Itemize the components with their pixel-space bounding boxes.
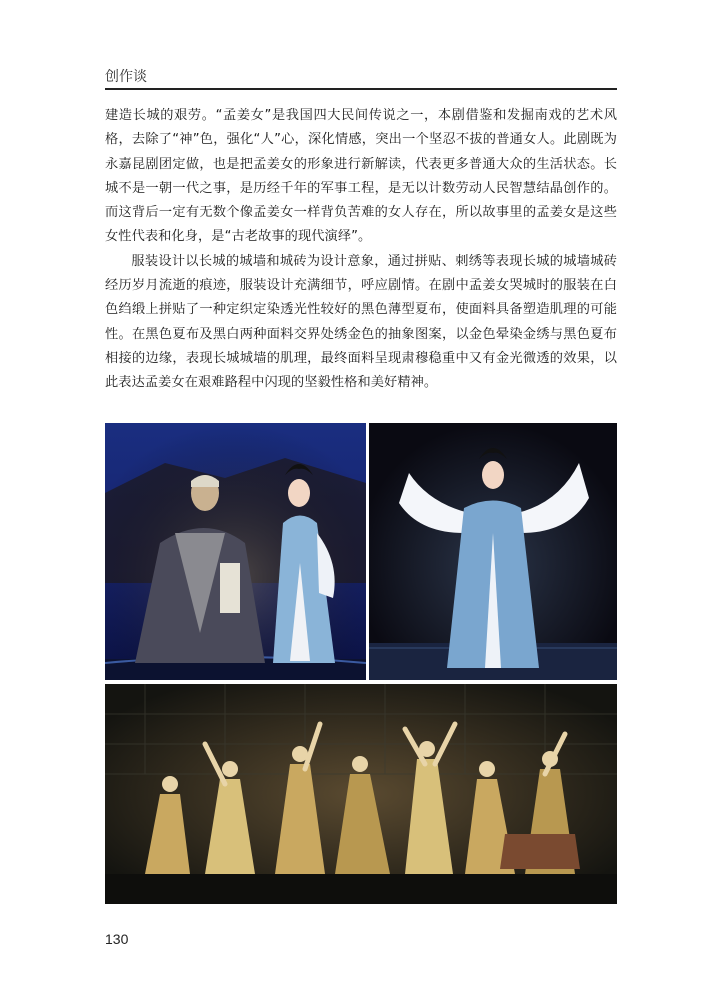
paragraph-2: 服装设计以长城的城墙和城砖为设计意象，通过拼贴、刺绣等表现长城的城墙城砖经历岁月流逝的痕迹，服装设计充满细节，呼应剧情。在剧中孟姜女哭城时的服装在白色绉缎上拼贴了一种定织定染透光性较好的黑色薄型夏布，使面料具备塑造肌理的可能性。在黑色夏布及黑白两种面料交界处绣金色的抽象图案，以金色晕染金绣与黑色夏布相接的边缘，表现长城城墙的肌理，最终面料呈现肃穆稳重中又有金光微透的效果，以此表达孟姜女在艰难路程中闪现的坚毅性格和美好精神。: [105, 253, 617, 391]
article-body: [105, 104, 617, 396]
stage-photo-2: [369, 423, 617, 680]
stage-photo-3: [105, 684, 617, 904]
stage-photo-1: [105, 423, 366, 680]
paragraph-1: 建造长城的艰劳。“孟姜女”是我国四大民间传说之一，本剧借鉴和发掘南戏的艺术风格，去除了“神”色，强化“人”心，深化情感，突出一个坚忍不拔的普通女人。此剧既为永嘉昆剧团定做，也是把孟姜女的形象进行新解读，代表更多普通大众的生活状态。长城不是一朝一代之事，是历经千年的军事工程，是无以计数劳动人民智慧结晶创作的。而这背后一定有无数个像孟姜女一样背负苦难的女人存在，所以故事里的孟姜女是这些女性代表和化身，是“古老故事的现代演绎”。: [105, 108, 617, 245]
page-number: 130: [105, 931, 129, 947]
header-rule: [105, 88, 617, 90]
running-header: 创作谈: [105, 69, 147, 85]
